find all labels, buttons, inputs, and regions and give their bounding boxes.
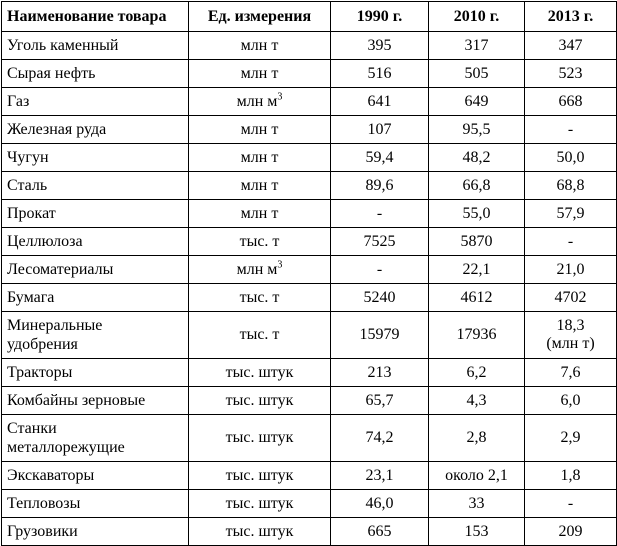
value-2010: 317 [429, 32, 525, 60]
unit-cell: млн т [189, 200, 331, 228]
value-1990: 5240 [331, 284, 429, 312]
unit-text: млн м [236, 260, 278, 278]
product-name: Комбайны зерновые [2, 387, 189, 415]
unit-cell: тыс. штук [189, 387, 331, 415]
product-name: Грузовики [2, 518, 189, 546]
product-name: Лесоматериалы [2, 256, 189, 284]
value-1990: 107 [331, 116, 429, 144]
value-2013: - [525, 116, 617, 144]
value-1990: 74,2 [331, 415, 429, 462]
header-product-name: Наименование товара [2, 2, 189, 32]
value-2010: 95,5 [429, 116, 525, 144]
value-2010: 6,2 [429, 359, 525, 387]
unit-cell: млн т [189, 32, 331, 60]
product-name: Бумага [2, 284, 189, 312]
table-row [2, 88, 617, 116]
product-name-line: Станки [7, 420, 57, 437]
unit-superscript: 3 [277, 259, 283, 271]
product-name-line: Минеральные [7, 317, 103, 334]
table-row [2, 228, 617, 256]
product-name: Чугун [2, 144, 189, 172]
value-2013: 347 [525, 32, 617, 60]
value-2013: 57,9 [525, 200, 617, 228]
unit-cell: тыс. т [189, 312, 331, 359]
value-1990: 516 [331, 60, 429, 88]
value-2013: - [525, 490, 617, 518]
unit-cell: тыс. штук [189, 359, 331, 387]
table-row [2, 462, 617, 490]
table-row [2, 284, 617, 312]
value-1990: 15979 [331, 312, 429, 359]
unit-cell: млн т [189, 116, 331, 144]
value-1990: 213 [331, 359, 429, 387]
value-1990: 65,7 [331, 387, 429, 415]
value-2010: 4,3 [429, 387, 525, 415]
table-row [2, 32, 617, 60]
value-2010: 4612 [429, 284, 525, 312]
value-2010: 48,2 [429, 144, 525, 172]
product-name: Прокат [2, 200, 189, 228]
unit-cell: млн т [189, 172, 331, 200]
unit-cell: млн т [189, 144, 331, 172]
value-2010: 17936 [429, 312, 525, 359]
value-2013: 7,6 [525, 359, 617, 387]
value-1990: 46,0 [331, 490, 429, 518]
value-2013: 523 [525, 60, 617, 88]
value-1990: 395 [331, 32, 429, 60]
value-line: 18,3 [556, 317, 585, 334]
value-2013: 21,0 [525, 256, 617, 284]
product-name: Тепловозы [2, 490, 189, 518]
product-name: Сталь [2, 172, 189, 200]
value-2010: около 2,1 [429, 462, 525, 490]
production-table [1, 1, 617, 546]
product-name: Сырая нефть [2, 60, 189, 88]
value-1990: 23,1 [331, 462, 429, 490]
unit-cell: тыс. штук [189, 518, 331, 546]
table-row [2, 256, 617, 284]
value-1990: 59,4 [331, 144, 429, 172]
table-row [2, 312, 617, 359]
table-row [2, 60, 617, 88]
value-2010: 5870 [429, 228, 525, 256]
value-2013: 668 [525, 88, 617, 116]
value-2013: 50,0 [525, 144, 617, 172]
value-2010: 33 [429, 490, 525, 518]
value-2013: 209 [525, 518, 617, 546]
value-2010: 2,8 [429, 415, 525, 462]
unit-cell: тыс. т [189, 284, 331, 312]
header-year-2010: 2010 г. [429, 2, 525, 32]
value-1990: 665 [331, 518, 429, 546]
header-unit: Ед. измерения [189, 2, 331, 32]
value-2013: 6,0 [525, 387, 617, 415]
product-name [2, 415, 189, 462]
product-name: Газ [2, 88, 189, 116]
table-row [2, 144, 617, 172]
product-name: Железная руда [2, 116, 189, 144]
header-row [2, 2, 617, 32]
unit-cell: тыс. штук [189, 462, 331, 490]
unit-superscript: 3 [277, 91, 283, 103]
table-row [2, 518, 617, 546]
value-2010: 66,8 [429, 172, 525, 200]
value-2013: - [525, 228, 617, 256]
value-1990: - [331, 200, 429, 228]
product-name: Уголь каменный [2, 32, 189, 60]
value-1990: 7525 [331, 228, 429, 256]
value-2013: 2,9 [525, 415, 617, 462]
value-2013: 1,8 [525, 462, 617, 490]
unit-text: млн м [236, 92, 278, 110]
unit-cell: тыс. штук [189, 490, 331, 518]
value-1990: - [331, 256, 429, 284]
table-row [2, 172, 617, 200]
product-name [2, 312, 189, 359]
product-name: Экскаваторы [2, 462, 189, 490]
value-2013 [525, 312, 617, 359]
product-name: Целлюлоза [2, 228, 189, 256]
value-2010: 153 [429, 518, 525, 546]
value-1990: 641 [331, 88, 429, 116]
unit-cell [189, 256, 331, 284]
table-row [2, 387, 617, 415]
value-2010: 649 [429, 88, 525, 116]
table-row [2, 359, 617, 387]
value-1990: 89,6 [331, 172, 429, 200]
value-2010: 55,0 [429, 200, 525, 228]
value-2010: 505 [429, 60, 525, 88]
value-unit-note: (млн т) [546, 335, 595, 352]
value-2010: 22,1 [429, 256, 525, 284]
unit-cell: тыс. штук [189, 415, 331, 462]
unit-cell [189, 88, 331, 116]
value-2013: 68,8 [525, 172, 617, 200]
header-year-1990: 1990 г. [331, 2, 429, 32]
value-2013: 4702 [525, 284, 617, 312]
table-row [2, 415, 617, 462]
header-year-2013: 2013 г. [525, 2, 617, 32]
product-name-line: металлорежущие [7, 439, 125, 456]
table-row [2, 116, 617, 144]
product-name-line: удобрения [7, 336, 78, 353]
table-row [2, 490, 617, 518]
unit-cell: тыс. т [189, 228, 331, 256]
unit-cell: млн т [189, 60, 331, 88]
product-name: Тракторы [2, 359, 189, 387]
table-row [2, 200, 617, 228]
